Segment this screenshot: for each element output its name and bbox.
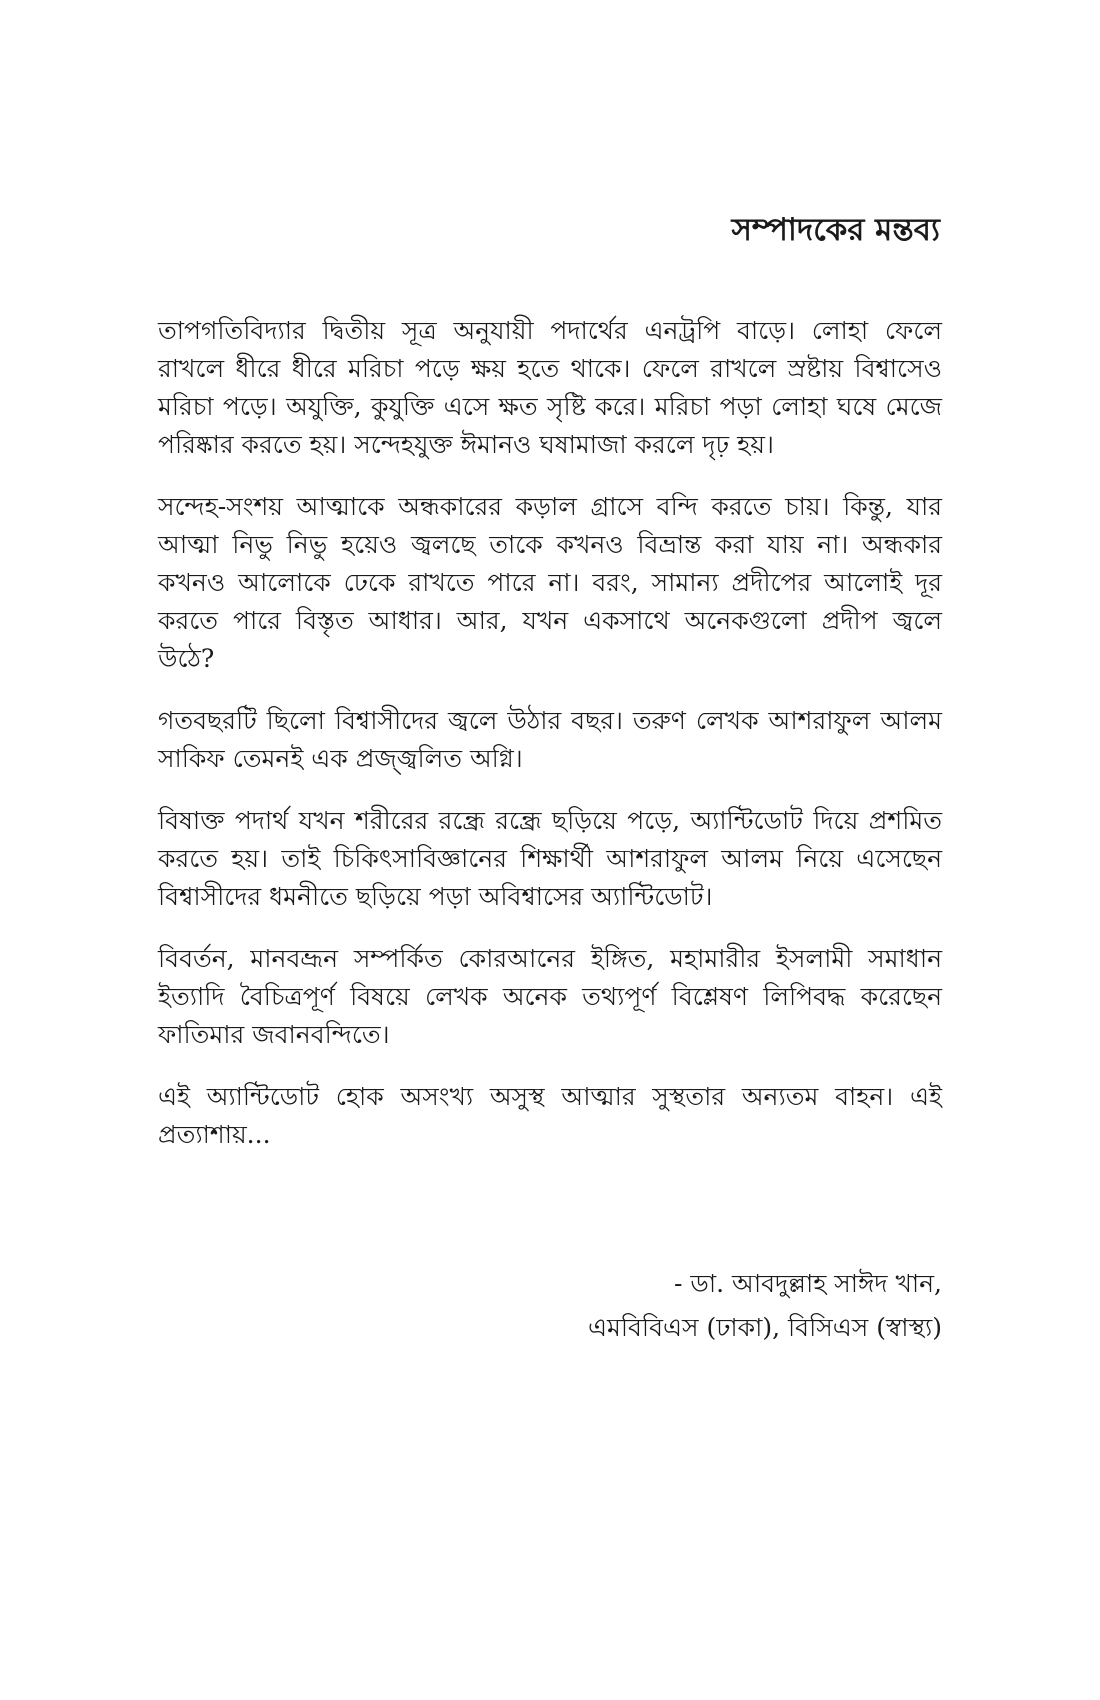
signature-credentials: এমবিবিএস (ঢাকা), বিসিএস (স্বাস্থ্য): [587, 1313, 942, 1342]
paragraph-2: সন্দেহ-সংশয় আত্মাকে অন্ধকারের কড়াল গ্রাসে বন্দি করতে চায়। কিন্তু, যার আত্মা নিভু নিভু হয়েও জ্বলছে তাকে কখনও বিভ্রান্ত করা যায় না। অন্ধকার কখনও আলোকে ঢেকে রাখতে পারে না। বরং, সামান্য প্রদীপের আলোই দূর করতে পারে বিস্তৃত আধার। আর, যখন একসাথে অনেকগুলো প্রদীপ জ্বলে উঠে?: [158, 492, 942, 673]
paragraph-6: এই অ্যান্টিডোট হোক অসংখ্য অসুস্থ আত্মার সুস্থতার অন্যতম বাহন। এই প্রত্যাশায়...: [158, 1082, 942, 1149]
signature-block: [588, 1262, 942, 1350]
paragraph-4: বিষাক্ত পদার্থ যখন শরীরের রন্ধ্রে রন্ধ্রে ছড়িয়ে পড়ে, অ্যান্টিডোট দিয়ে প্রশমিত করতে হয়। তাই চিকিৎসাবিজ্ঞানের শিক্ষার্থী আশরাফুল আলম নিয়ে এসেছেন বিশ্বাসীদের ধমনীতে ছড়িয়ে পড়া অবিশ্বাসের অ্যান্টিডোট।: [158, 806, 942, 911]
signature-name: - ডা. আবদুল্লাহ সাঈদ খান,: [674, 1269, 942, 1298]
paragraph-3: গতবছরটি ছিলো বিশ্বাসীদের জ্বলে উঠার বছর। তরুণ লেখক আশরাফুল আলম সাকিফ তেমনই এক প্রজ্জ্বলিত অগ্নি।: [158, 706, 942, 773]
paragraph-5: বিবর্তন, মানবভ্রূন সম্পর্কিত কোরআনের ইঙ্গিত, মহামারীর ইসলামী সমাধান ইত্যাদি বৈচিত্রপূর্ণ বিষয়ে লেখক অনেক তথ্যপূর্ণ বিশ্লেষণ লিপিবদ্ধ করেছেন ফাতিমার জবানবন্দিতে।: [158, 944, 942, 1049]
paragraph-1: তাপগতিবিদ্যার দ্বিতীয় সূত্র অনুযায়ী পদার্থের এনট্রপি বাড়ে। লোহা ফেলে রাখলে ধীরে ধীরে মরিচা পড়ে ক্ষয় হতে থাকে। ফেলে রাখলে স্রষ্টায় বিশ্বাসেও মরিচা পড়ে। অযুক্তি, কুযুক্তি এসে ক্ষত সৃষ্টি করে। মরিচা পড়া লোহা ঘষে মেজে পরিষ্কার করতে হয়। সন্দেহযুক্ত ঈমানও ঘষামাজা করলে দৃঢ় হয়।: [158, 316, 942, 459]
page-title: সম্পাদকের মন্তব্য: [731, 212, 940, 248]
editor-note-body: [158, 312, 942, 1178]
